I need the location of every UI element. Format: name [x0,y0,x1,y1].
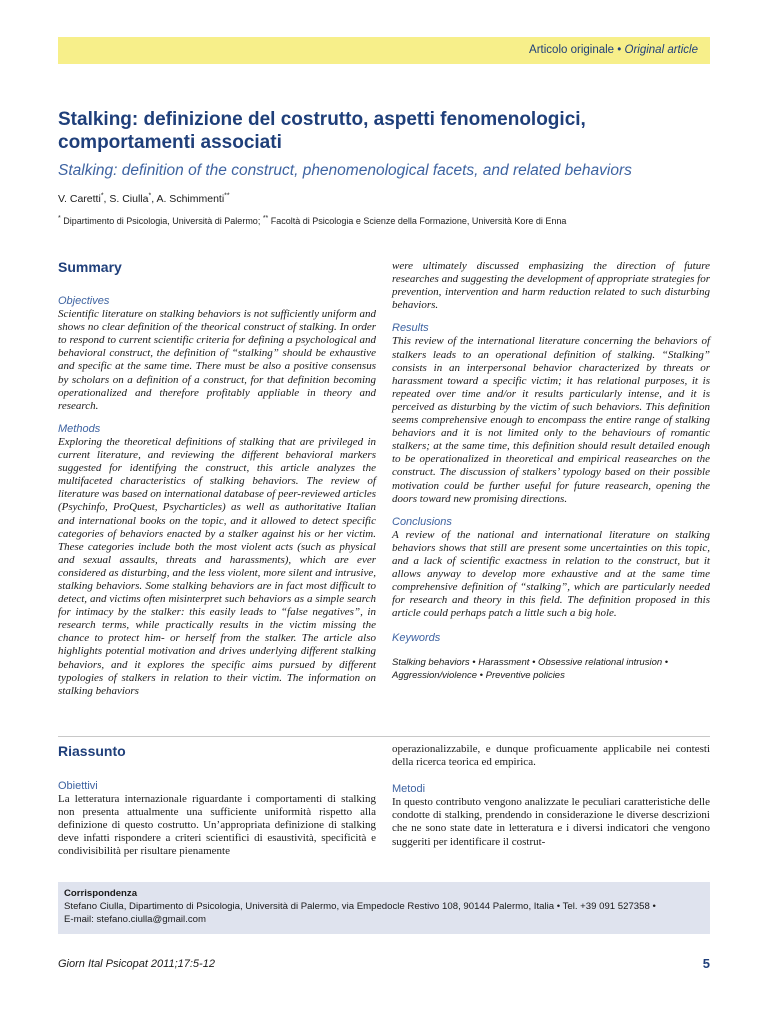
objectives-text: Scientific literature on stalking behaviors is not sufficiently uniform and shows no clear definition of the theorical construct of stalking. In order to respond to current scientific criteria for defining a psychological and behavioral construct, the definition of “stalking” should be exhaustive and specific at the same time. There must be also a positive consensus by scholars on a definition of a construct, for that definition becoming operationalized and therefore profitably appliable in theory and research. [58,308,376,412]
author-3: , A. Schimmenti [151,193,225,205]
methods-text-continued: were ultimately discussed emphasizing the direction of future researches and suggesting the development of appropriate strategies for prevention, intervention and harm reduction related to such disturbing behaviors. [392,260,710,312]
riassunto-left-column [58,780,376,859]
article-type-it: Articolo originale • [529,44,622,56]
obiettivi-text: La letteratura internazionale riguardante i comportamenti di stalking non presenta attualmente una sufficiente uniformità rispetto alla definizione di questo costrutto. Un’appropriata definizione di stalking deve infatti rispondere a criteri scientifici di esaustività, specificità e condivisibilità per risultare pienamente [58,793,376,858]
article-title: Stalking: definizione del costrutto, aspetti fenomenologici, comportamenti associati [58,109,586,153]
author-3-mark: ** [224,192,230,200]
results-heading: Results [392,322,429,335]
article-type-banner [58,37,710,64]
article-subtitle: Stalking: definition of the construct, phenomenological facets, and related behaviors [58,162,632,179]
results-text: This review of the international literature concerning the behaviors of stalkers leads to an operational definition of stalking. “Stalking” consists in an interpersonal behavior characterized by threats or harassment toward a specific victim; it has relational purposes, it is repeated over time and/or it results particularly intense, and it is perceived as disturbing by the victim of such behaviors. This definition seems comprehensive enough to encompass the entire range of stalking behaviors and it is not limited only to the behaviours of romantic stalkers; at the same time, this definition should result detailed enough to be operationalized in theoretical and empirical reasearches on the construct. The discussion of stalkers’ typology based on their possible motivation could be further useful for future reasearch, opening the doors toward new promising directions. [392,335,710,505]
riassunto-heading: Riassunto [58,743,126,759]
summary-left-column [58,295,376,698]
author-list [58,193,230,205]
page-number: 5 [702,956,710,971]
author-2: , S. Ciulla [103,193,149,205]
keywords-heading: Keywords [392,632,441,645]
affiliation-1-mark: * [58,215,61,222]
correspondence-email: E-mail: stefano.ciulla@gmail.com [64,914,206,925]
affiliation-2: Facoltà di Psicologia e Scienze della Formazione, Università Kore di Enna [268,216,567,226]
affiliation-1: Dipartimento di Psicologia, Università di Palermo; [60,216,263,226]
correspondence-heading: Corrispondenza [64,888,138,899]
affiliations [58,216,718,226]
methods-text: Exploring the theoretical definitions of stalking that are privileged in current literature, and reviewing the different behavioral markers suggested for identifying the construct, this article analyzes the multifaceted characteristics of stalking behaviors. The review of literature was based on international database of peer-reviewed articles (Psychinfo, ProQuest, Psycharticles) as well as authoritative Italian and international books on the topic, and it allowed to detect specific categories of behaviors enacted by a stalker against his or her victim. These categories include both the most violent acts (such as physical and sexual assaults, threats and harassments), which are ever considered as disturbing, and the less violent, more silent and intrusive, stalking behaviors. Some stalking behaviors are in fact most difficult to detect, and victims often misinterpret such behaviors as a simple search for intimacy by the stalker: this easily leads to “false negatives”, in research terms, while practically results in the victim missing the chance to protect him- or herself from the stalker. The article also highlights potential motivation and drives underlying different stalking behaviors, and it explores the specific aims pursued by different typologies of stalkers in relation to their victim. The information on stalking behaviors [58,435,376,697]
conclusions-text: A review of the national and international literature on stalking behaviors shows that still are present some uncertainties on this topic, and a lack of scientific exactness in relation to the construct, but it allows anyway to develop more exhaustive and at the same time comprehensive definition of “stalking”, which are particularly needed for research and theory in this field. The definition proposed in this article could perhaps patch a little such a big hole. [392,528,710,620]
author-2-mark: * [148,192,152,200]
summary-heading: Summary [58,259,122,275]
methods-heading: Methods [58,422,101,435]
section-divider [58,736,710,737]
obiettivi-heading: Obiettivi [58,780,98,792]
journal-citation: Giorn Ital Psicopat 2011;17:5-12 [58,958,215,970]
keywords-text: Stalking behaviors • Harassment • Obsessive relational intrusion • Aggression/violence • Preventive policies [392,656,669,681]
affiliation-2-mark: ** [262,215,269,222]
summary-right-column [392,260,710,682]
correspondence-box [58,882,710,934]
author-1-mark: * [100,192,104,200]
obiettivi-text-continued: operazionalizzabile, e dunque proficuamente applicabile nei contesti della ricerca teorica ed empirica. [392,743,710,769]
conclusions-heading: Conclusions [392,515,452,528]
article-type-label [529,44,698,56]
riassunto-right-column [392,743,710,849]
objectives-heading: Objectives [58,295,110,307]
article-type-en: Original article [624,44,698,56]
correspondence-address: Stefano Ciulla, Dipartimento di Psicologia, Università di Palermo, via Empedocle Restivo 108, 90144 Palermo, Italia • Tel. +39 091 527358 • [64,901,656,912]
metodi-heading: Metodi [392,783,426,796]
author-1: V. Caretti [58,193,101,205]
metodi-text: In questo contributo vengono analizzate le peculiari caratteristiche delle condotte di stalking, prendendo in considerazione le diverse descrizioni che ne sono state date in letteratura e i diversi indicatori che vengono suggeriti per identificare il costrut- [392,796,710,848]
